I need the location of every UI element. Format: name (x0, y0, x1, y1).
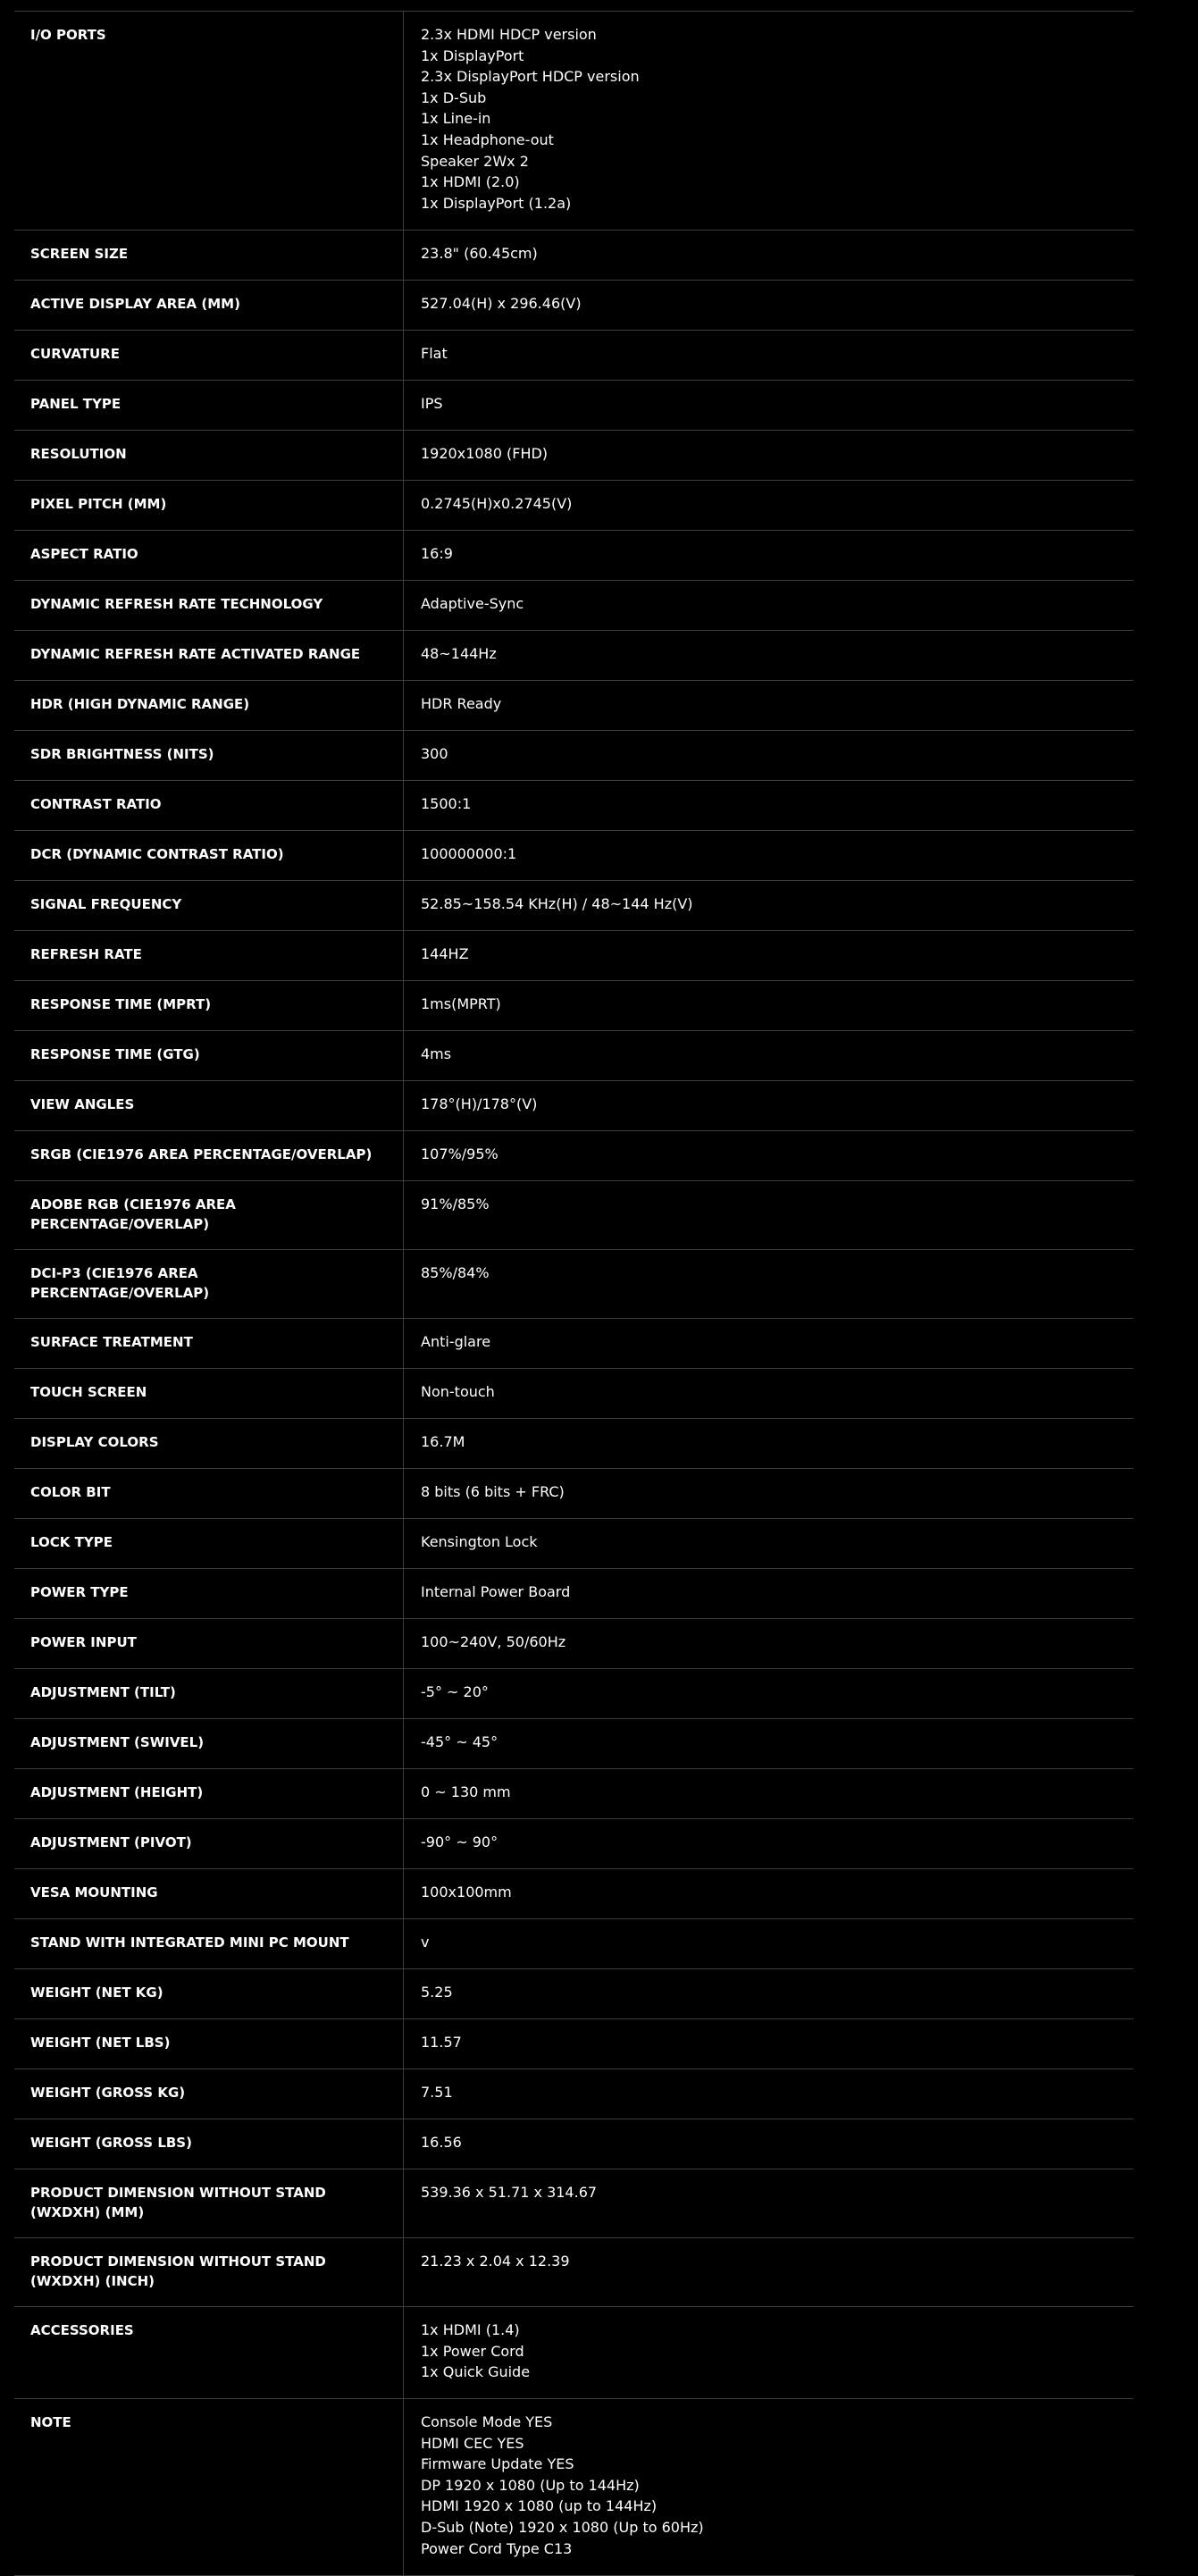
spec-label: SURFACE TREATMENT (14, 1319, 404, 1368)
spec-row (14, 481, 1134, 531)
spec-label: DYNAMIC REFRESH RATE TECHNOLOGY (14, 581, 404, 630)
spec-label: DYNAMIC REFRESH RATE ACTIVATED RANGE (14, 631, 404, 680)
spec-row (14, 1669, 1134, 1719)
spec-label: WEIGHT (GROSS KG) (14, 2069, 404, 2119)
spec-row (14, 1819, 1134, 1869)
spec-label: ADJUSTMENT (PIVOT) (14, 1819, 404, 1868)
spec-value: v (421, 1934, 430, 1951)
spec-value: 100x100mm (421, 1884, 512, 1901)
spec-label: RESPONSE TIME (MPRT) (14, 981, 404, 1030)
spec-value: 16.7M (421, 1433, 465, 1450)
spec-value: Internal Power Board (421, 1583, 571, 1600)
spec-label: SCREEN SIZE (14, 231, 404, 280)
spec-value: 1x HDMI (1.4) 1x Power Cord 1x Quick Guide (421, 2321, 531, 2381)
spec-row (14, 681, 1134, 731)
spec-value: 527.04(H) x 296.46(V) (421, 295, 582, 312)
spec-value: HDR Ready (421, 695, 502, 712)
spec-row (14, 1769, 1134, 1819)
spec-value: 4ms (421, 1045, 452, 1062)
spec-label: WEIGHT (NET LBS) (14, 2019, 404, 2068)
spec-value: 23.8" (60.45cm) (421, 245, 538, 262)
spec-row (14, 1569, 1134, 1619)
spec-value: 16:9 (421, 545, 453, 562)
spec-value: Non-touch (421, 1383, 495, 1400)
spec-value: 100~240V, 50/60Hz (421, 1633, 566, 1650)
spec-label: ACCESSORIES (14, 2307, 404, 2398)
spec-label: ADJUSTMENT (SWIVEL) (14, 1719, 404, 1768)
spec-row (14, 831, 1134, 881)
spec-value: 11.57 (421, 2034, 462, 2051)
spec-value: IPS (421, 395, 443, 412)
spec-value: Console Mode YES HDMI CEC YES Firmware Update YES DP 1920 x 1080 (Up to 144Hz) HDMI 1920 x 1080 (up to 144Hz) D-Sub (Note) 1920 x 1080 (Up to 60Hz) Power Cord Type C13 (421, 2413, 704, 2557)
spec-row (14, 2019, 1134, 2069)
spec-value: 5.25 (421, 1984, 453, 2001)
spec-value: 52.85~158.54 KHz(H) / 48~144 Hz(V) (421, 895, 693, 912)
spec-value: 8 bits (6 bits + FRC) (421, 1483, 565, 1500)
spec-value: 0.2745(H)x0.2745(V) (421, 495, 573, 512)
spec-row (14, 2307, 1134, 2399)
spec-label: DCI-P3 (CIE1976 AREA PERCENTAGE/OVERLAP) (14, 1250, 404, 1318)
spec-row (14, 2119, 1134, 2169)
spec-label: PANEL TYPE (14, 381, 404, 430)
spec-value: -5° ~ 20° (421, 1683, 489, 1700)
spec-value: 539.36 x 51.71 x 314.67 (421, 2184, 598, 2201)
spec-label: COLOR BIT (14, 1469, 404, 1518)
spec-label: ADJUSTMENT (HEIGHT) (14, 1769, 404, 1818)
spec-value: 85%/84% (421, 1264, 490, 1281)
spec-row (14, 981, 1134, 1031)
spec-row (14, 581, 1134, 631)
spec-label: LOCK TYPE (14, 1519, 404, 1568)
spec-label: TOUCH SCREEN (14, 1369, 404, 1418)
spec-value: 100000000:1 (421, 845, 517, 862)
spec-row (14, 1469, 1134, 1519)
spec-label: RESPONSE TIME (GTG) (14, 1031, 404, 1080)
spec-row (14, 1181, 1134, 1250)
spec-row (14, 281, 1134, 331)
spec-value: -45° ~ 45° (421, 1733, 498, 1750)
spec-table (14, 11, 1134, 2576)
spec-value: 21.23 x 2.04 x 12.39 (421, 2253, 570, 2270)
spec-row (14, 1719, 1134, 1769)
spec-label: PRODUCT DIMENSION WITHOUT STAND (WXDXH) (INCH) (14, 2238, 404, 2306)
spec-label: POWER TYPE (14, 1569, 404, 1618)
spec-label: SDR BRIGHTNESS (NITS) (14, 731, 404, 780)
spec-label: WEIGHT (NET KG) (14, 1969, 404, 2018)
spec-row (14, 431, 1134, 481)
spec-row (14, 1519, 1134, 1569)
spec-row (14, 1131, 1134, 1181)
spec-row (14, 531, 1134, 581)
spec-label: I/O PORTS (14, 12, 404, 230)
spec-value: Adaptive-Sync (421, 595, 524, 612)
spec-value: 1500:1 (421, 795, 472, 812)
spec-value: 107%/95% (421, 1145, 498, 1162)
spec-label: ASPECT RATIO (14, 531, 404, 580)
spec-label: VESA MOUNTING (14, 1869, 404, 1918)
spec-label: SIGNAL FREQUENCY (14, 881, 404, 930)
spec-label: DCR (DYNAMIC CONTRAST RATIO) (14, 831, 404, 880)
spec-label: ADJUSTMENT (TILT) (14, 1669, 404, 1718)
spec-label: STAND WITH INTEGRATED MINI PC MOUNT (14, 1919, 404, 1968)
spec-row (14, 1081, 1134, 1131)
spec-row (14, 2238, 1134, 2307)
spec-row (14, 1619, 1134, 1669)
spec-label: CONTRAST RATIO (14, 781, 404, 830)
spec-row (14, 631, 1134, 681)
spec-value: 144HZ (421, 945, 469, 962)
spec-row (14, 781, 1134, 831)
spec-value: 91%/85% (421, 1196, 490, 1212)
spec-label: WEIGHT (GROSS LBS) (14, 2119, 404, 2169)
spec-label: NOTE (14, 2399, 404, 2575)
spec-row (14, 12, 1134, 231)
spec-label: ADOBE RGB (CIE1976 AREA PERCENTAGE/OVERLAP) (14, 1181, 404, 1249)
spec-value: 16.56 (421, 2134, 462, 2151)
spec-row (14, 1319, 1134, 1369)
spec-label: HDR (HIGH DYNAMIC RANGE) (14, 681, 404, 730)
spec-value: -90° ~ 90° (421, 1833, 498, 1850)
spec-label: SRGB (CIE1976 AREA PERCENTAGE/OVERLAP) (14, 1131, 404, 1180)
spec-row (14, 1031, 1134, 1081)
spec-value: Kensington Lock (421, 1533, 538, 1550)
spec-row (14, 931, 1134, 981)
spec-label: POWER INPUT (14, 1619, 404, 1668)
spec-value: 2.3x HDMI HDCP version 1x DisplayPort 2.3x DisplayPort HDCP version 1x D-Sub 1x Line-in 1x Headphone-out Speaker 2Wx 2 1x HDMI (2.0) 1x DisplayPort (1.2a) (421, 26, 640, 212)
spec-value: 0 ~ 130 mm (421, 1783, 511, 1800)
spec-value: Flat (421, 345, 448, 362)
spec-row (14, 1419, 1134, 1469)
spec-row (14, 881, 1134, 931)
spec-label: PRODUCT DIMENSION WITHOUT STAND (WXDXH) (MM) (14, 2169, 404, 2237)
spec-row (14, 2069, 1134, 2119)
spec-label: VIEW ANGLES (14, 1081, 404, 1130)
spec-value: 300 (421, 745, 448, 762)
spec-label: RESOLUTION (14, 431, 404, 480)
spec-value: 178°(H)/178°(V) (421, 1095, 538, 1112)
spec-row (14, 2169, 1134, 2238)
spec-row (14, 731, 1134, 781)
spec-label: REFRESH RATE (14, 931, 404, 980)
spec-label: ACTIVE DISPLAY AREA (MM) (14, 281, 404, 330)
spec-row (14, 2399, 1134, 2576)
spec-row (14, 1969, 1134, 2019)
spec-row (14, 1369, 1134, 1419)
spec-row (14, 1869, 1134, 1919)
spec-value: 7.51 (421, 2084, 453, 2101)
spec-row (14, 331, 1134, 381)
spec-value: 48~144Hz (421, 645, 497, 662)
spec-row (14, 1250, 1134, 1319)
spec-value: 1ms(MPRT) (421, 995, 501, 1012)
spec-label: DISPLAY COLORS (14, 1419, 404, 1468)
spec-row (14, 381, 1134, 431)
spec-row (14, 231, 1134, 281)
spec-label: CURVATURE (14, 331, 404, 380)
spec-value: Anti-glare (421, 1333, 491, 1350)
spec-row (14, 1919, 1134, 1969)
spec-value: 1920x1080 (FHD) (421, 445, 549, 462)
spec-label: PIXEL PITCH (MM) (14, 481, 404, 530)
